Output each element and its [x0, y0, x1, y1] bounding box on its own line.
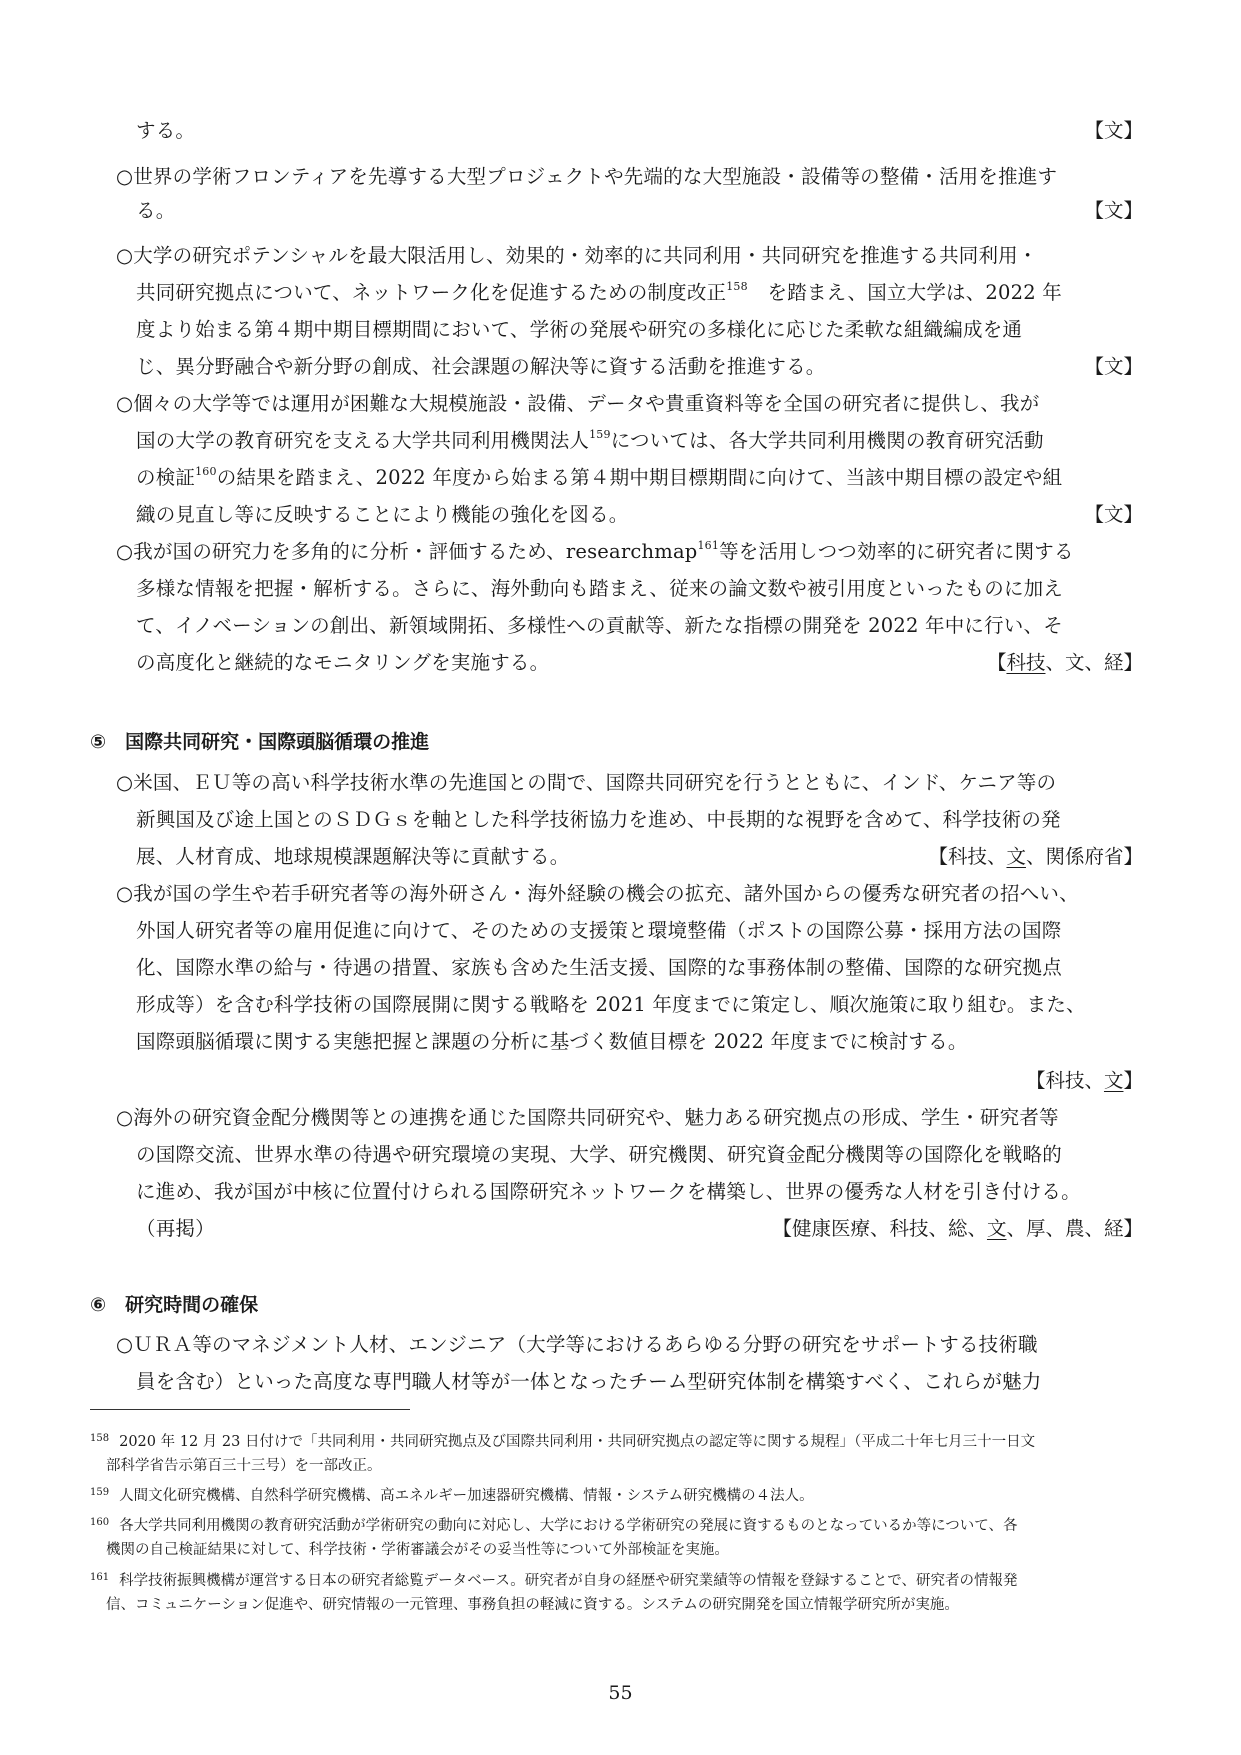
bullet-item: ○世界の学術フロンティアを先導する大型プロジェクトや先端的な大型施設・設備等の整備・活用を推進す: [116, 165, 1058, 188]
ministry-tag: 【文】: [1084, 119, 1143, 142]
text-line: じ、異分野融合や新分野の創成、社会課題の解決等に資する活動を推進する。: [136, 355, 826, 378]
footnote-160-cont: 機関の自己検証結果に対して、科学技術・学術審議会がその妥当性等について外部検証を実施。: [106, 1542, 729, 1558]
section-heading: ⑤ 国際共同研究・国際頭脳循環の推進: [90, 731, 430, 753]
ministry-tag: 【文】: [1084, 199, 1143, 222]
text-line: に進め、我が国が中核に位置付けられる国際研究ネットワークを構築し、世界の優秀な人材を引き付ける。: [136, 1180, 1081, 1203]
bullet-item: ○海外の研究資金配分機関等との連携を通じた国際共同研究や、魅力ある研究拠点の形成、学生・研究者等: [116, 1106, 1059, 1129]
text-line: 度より始まる第４期中期目標期間において、学術の発展や研究の多様化に応じた柔軟な組織編成を通: [136, 318, 1023, 341]
footnote-161-cont: 信、コミュニケーション促進や、研究情報の一元管理、事務負担の軽減に資する。システムの研究開発を国立情報学研究所が実施。: [106, 1597, 959, 1613]
footnote-160: $^{160}$ 各大学共同利用機関の教育研究活動が学術研究の動向に対応し、大学における学術研究の発展に資するものとなっているか等について、各: [90, 1517, 1018, 1534]
text-line: 新興国及び途上国とのＳＤＧｓを軸とした科学技術協力を進め、中長期的な視野を含めて、科学技術の発: [136, 808, 1061, 831]
footnote-161: $^{161}$ 科学技術振興機構が運営する日本の研究者総覧データベース。研究者が自身の経歴や研究業績等の情報を登録することで、研究者の情報発: [90, 1572, 1018, 1589]
bullet-item: ○ＵＲＡ等のマネジメント人材、エンジニア（大学等におけるあらゆる分野の研究をサポートする技術職: [116, 1333, 1038, 1356]
footnote-158: $^{158}$ 2020 年 12 月 23 日付けで「共同利用・共同研究拠点及び国際共同利用・共同研究拠点の認定等に関する規程」（平成二十年七月三十一日文: [90, 1433, 1036, 1450]
footnote-divider: [90, 1409, 410, 1410]
ministry-tag: 【文】: [1084, 503, 1143, 526]
ministry-tag: 【文】: [1084, 355, 1143, 378]
footnote-ref[interactable]: 161: [697, 539, 720, 552]
text-line: 外国人研究者等の雇用促進に向けて、そのための支援策と環境整備（ポストの国際公募・採用方法の国際: [136, 919, 1062, 942]
ministry-tag: 【健康医療、科技、総、文、厚、農、経】: [772, 1217, 1143, 1240]
text-line: 織の見直し等に反映することにより機能の強化を図る。: [136, 503, 629, 526]
page-number: 55: [608, 1682, 633, 1704]
bullet-item: ○米国、ＥＵ等の高い科学技術水準の先進国との間で、国際共同研究を行うとともに、インド、ケニア等の: [116, 771, 1057, 794]
ministry-tag: 【科技、文、関係府省】: [928, 845, 1143, 868]
footnote-ref[interactable]: 160: [195, 465, 217, 478]
section-heading: ⑥ 研究時間の確保: [90, 1294, 259, 1316]
text-line: 展、人材育成、地球規模課題解決等に貢献する。: [136, 845, 570, 868]
text-line: （再掲）: [136, 1217, 215, 1240]
bullet-item: ○我が国の学生や若手研究者等の海外研さん・海外経験の機会の拡充、諸外国からの優秀な研究者の招へい、: [116, 882, 1079, 905]
bullet-item: ○個々の大学等では運用が困難な大規模施設・設備、データや貴重資料等を全国の研究者に提供し、我が: [116, 392, 1040, 415]
footnote-159: $^{159}$ 人間文化研究機構、自然科学研究機構、高エネルギー加速器研究機構、情報・システム研究機構の４法人。: [90, 1487, 814, 1504]
text-line: 形成等）を含む科学技術の国際展開に関する戦略を 2021 年度までに策定し、順次施策に取り組む。また、: [136, 993, 1086, 1016]
text-line: て、イノベーションの創出、新領域開拓、多様性への貢献等、新たな指標の開発を 2022 年中に行い、そ: [136, 614, 1063, 637]
text-line: の検証$^{160}$の結果を踏まえ、2022 年度から始まる第４期中期目標期間に向けて、当該中期目標の設定や組: [136, 465, 1063, 489]
text-line: 共同研究拠点について、ネットワーク化を促進するための制度改正$^{158}$ を踏まえ、国立大学は、2022 年: [136, 280, 1062, 304]
text-line: る。: [136, 199, 176, 222]
footnote-ref[interactable]: 159: [589, 428, 611, 441]
bullet-item: ○大学の研究ポテンシャルを最大限活用し、効果的・効率的に共同利用・共同研究を推進する共同利用・: [116, 244, 1038, 267]
bullet-item: ○我が国の研究力を多角的に分析・評価するため、researchmap$^{161}$等を活用しつつ効率的に研究者に関する: [116, 539, 1074, 563]
text-line: 国際頭脳循環に関する実態把握と課題の分析に基づく数値目標を 2022 年度までに検討する。: [136, 1030, 968, 1053]
footnote-ref[interactable]: 158: [726, 280, 748, 293]
text-line: 国の大学の教育研究を支える大学共同利用機関法人$^{159}$については、各大学共同利用機関の教育研究活動: [136, 428, 1044, 452]
text-line: 員を含む）といった高度な専門職人材等が一体となったチーム型研究体制を構築すべく、これらが魅力: [136, 1370, 1042, 1393]
text-line: 多様な情報を把握・解析する。さらに、海外動向も踏まえ、従来の論文数や被引用度といったものに加え: [136, 577, 1064, 600]
text-line: する。: [136, 119, 196, 142]
text-line: の国際交流、世界水準の待遇や研究環境の実現、大学、研究機関、研究資金配分機関等の国際化を戦略的: [136, 1143, 1062, 1166]
footnote-158-cont: 部科学省告示第百三十三号）を一部改正。: [106, 1458, 382, 1474]
text-line: 化、国際水準の給与・待遇の措置、家族も含めた生活支援、国際的な事務体制の整備、国際的な研究拠点: [136, 956, 1062, 979]
text-line: の高度化と継続的なモニタリングを実施する。: [136, 651, 550, 674]
ministry-tag: 【科技、文】: [1025, 1069, 1143, 1092]
ministry-tag: 【科技、文、経】: [986, 651, 1143, 674]
